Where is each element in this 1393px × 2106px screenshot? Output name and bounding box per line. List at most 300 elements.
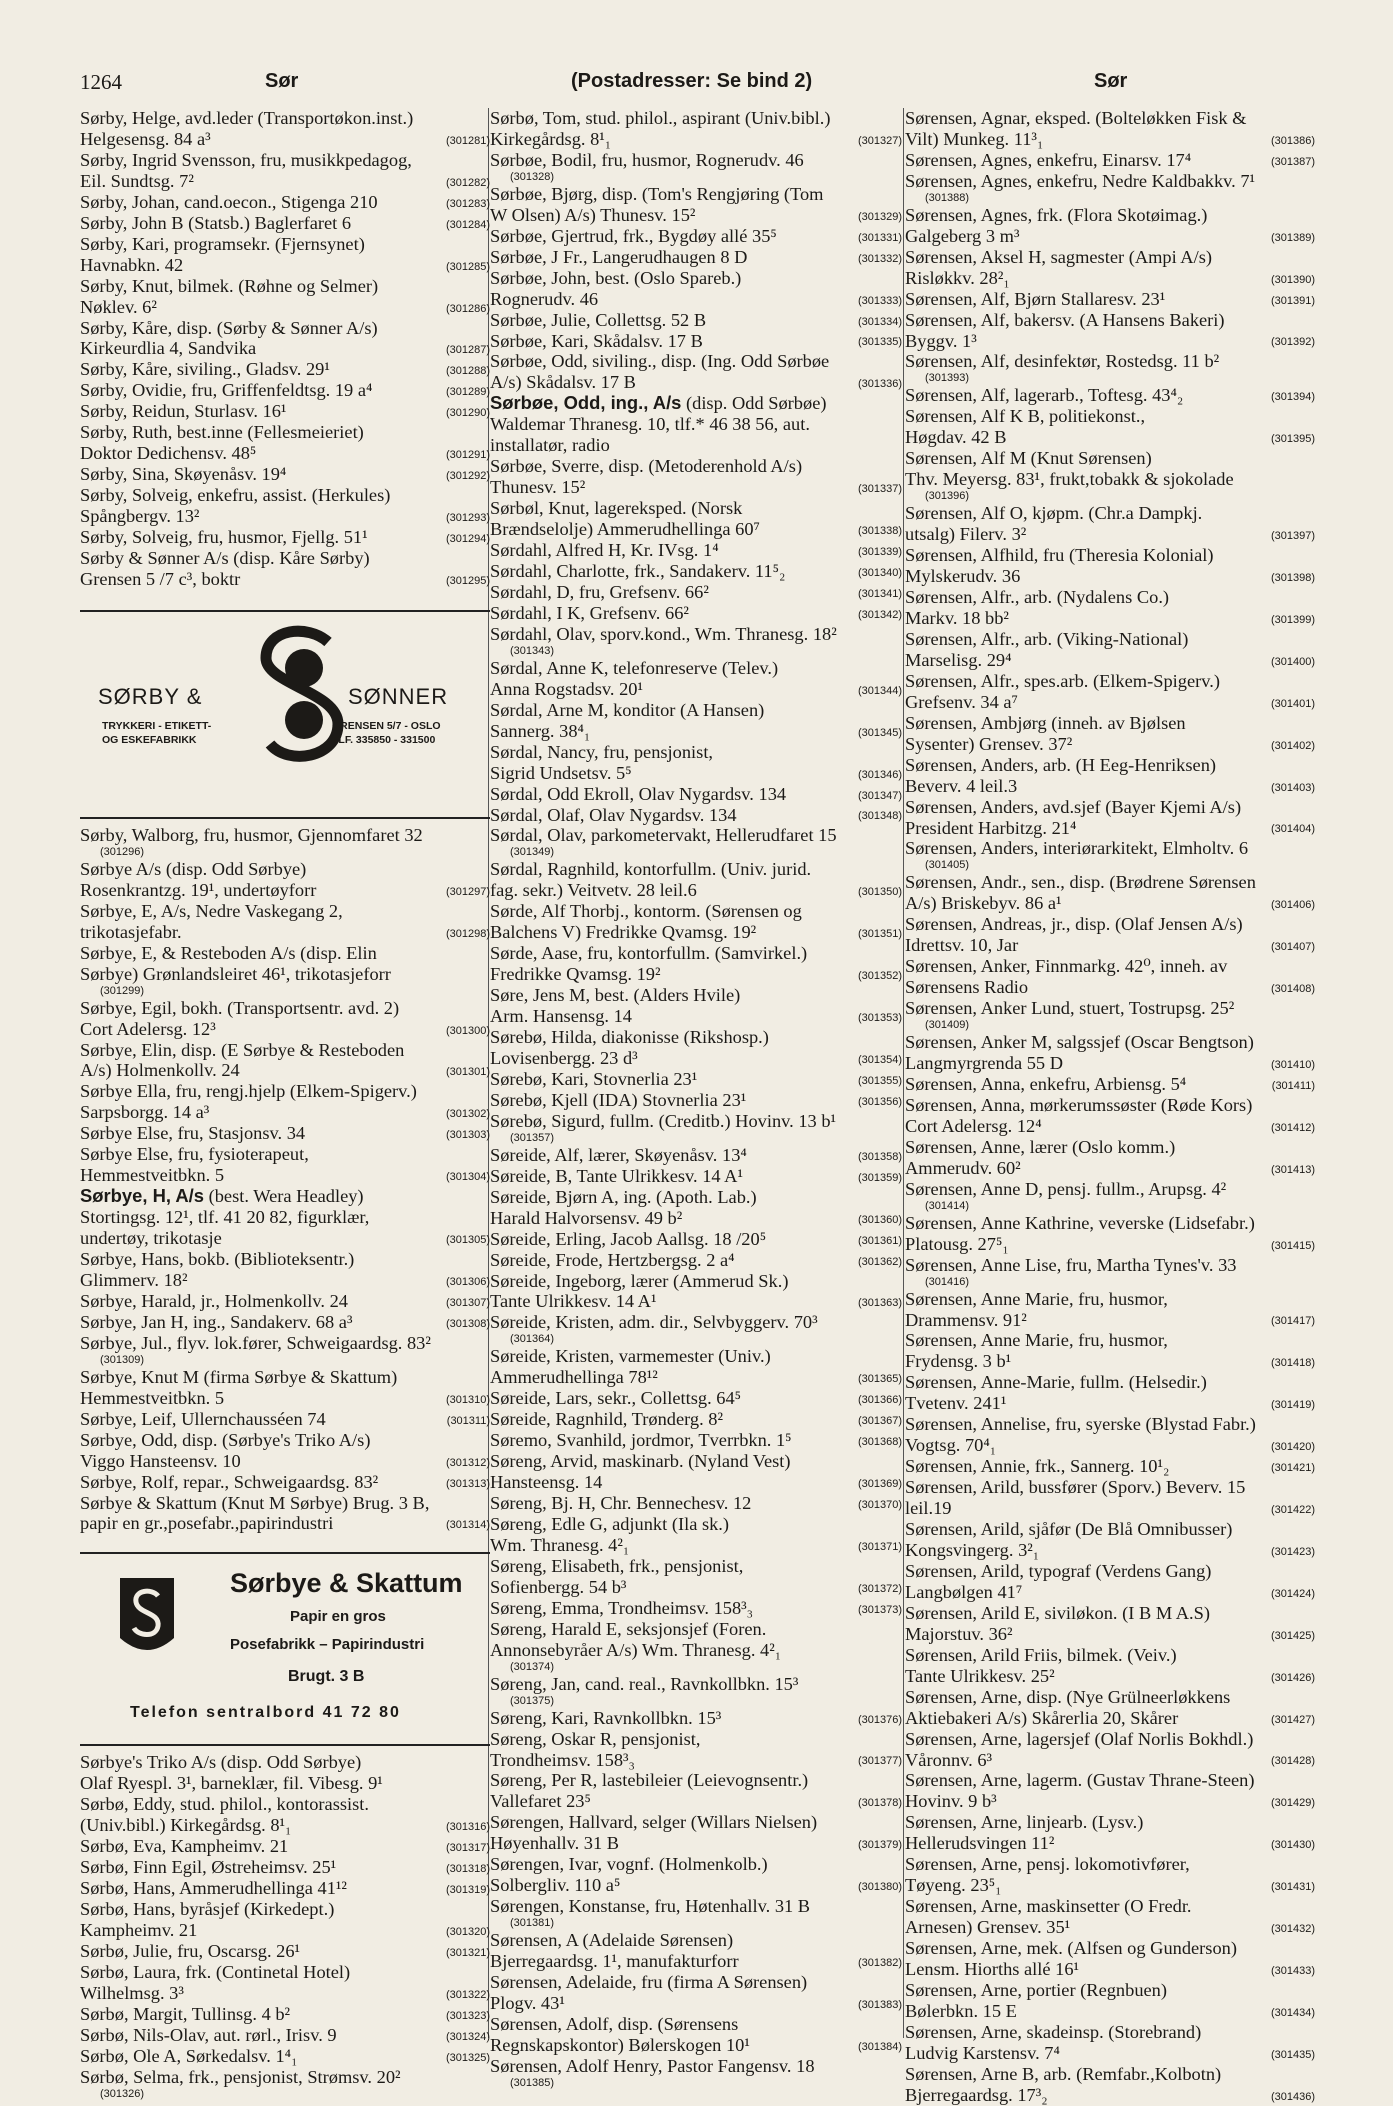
directory-entry — [905, 859, 1315, 872]
entry-text: Sørbye, Egil, bokh. (Transportsentr. avd. 2) — [80, 997, 400, 1018]
entry-code: (301380) — [857, 1881, 902, 1894]
entry-code: (301393) — [925, 372, 970, 385]
directory-entry — [80, 1060, 490, 1081]
entry-text: papir en gr.,posefabr.,papirindustri — [80, 1513, 334, 1534]
directory-entry — [490, 721, 902, 742]
entry-text: Sørensen, Adolf, disp. (Sørensens — [490, 2013, 739, 2034]
directory-entry — [905, 469, 1315, 490]
directory-entry — [80, 276, 490, 297]
entry-text: Sørdahl, D, fru, Grefsenv. 66² — [490, 581, 709, 602]
entry-text: Sørbøe, Julie, Collettsg. 52 B — [490, 309, 707, 330]
entry-text: Sørensen, Aksel H, sagmester (Ampi A/s) — [905, 246, 1212, 267]
entry-code: (301319) — [445, 1884, 490, 1897]
entry-code: (301328) — [510, 170, 555, 183]
entry-code: (301332) — [857, 252, 902, 265]
entry-list-1c — [80, 1752, 490, 2100]
directory-entry — [905, 1624, 1315, 1645]
directory-entry — [490, 1090, 902, 1111]
directory-entry — [80, 506, 490, 527]
directory-entry — [905, 608, 1315, 629]
entry-code: (301401) — [1270, 697, 1315, 710]
directory-entry — [490, 1674, 902, 1695]
directory-entry — [80, 985, 490, 998]
entry-code: (301371) — [857, 1540, 902, 1553]
entry-code: (301290) — [445, 407, 490, 420]
directory-entry — [905, 1276, 1315, 1289]
directory-entry — [490, 289, 902, 310]
entry-code: (301429) — [1270, 1797, 1315, 1810]
directory-entry — [905, 129, 1315, 150]
entry-text: Stortingsg. 12¹, tlf. 41 20 82, figurklær, — [80, 1207, 370, 1228]
entry-text: Sørbøe, Kari, Skådalsv. 17 B — [490, 330, 703, 351]
entry-text: Waldemar Thranesg. 10, tlf.* 46 38 56, aut. — [490, 414, 810, 435]
directory-entry — [490, 1930, 902, 1951]
entry-code: (301433) — [1270, 1965, 1315, 1978]
entry-text: Sørby, Ingrid Svensson, fru, musikkpedagog, — [80, 149, 412, 170]
directory-entry — [490, 700, 902, 721]
entry-code: (301420) — [1270, 1441, 1315, 1454]
directory-entry — [490, 1875, 902, 1896]
directory-entry — [905, 268, 1315, 289]
entry-text: Spångbergv. 13² — [80, 506, 200, 527]
directory-entry — [905, 734, 1315, 755]
entry-text: Sørde, Alf Thorbj., kontorm. (Sørensen og — [490, 901, 802, 922]
directory-entry — [905, 331, 1315, 352]
entry-text: Sørensen, Alf, bakersv. (A Hansens Bakeri) — [905, 309, 1225, 330]
directory-entry — [80, 901, 490, 922]
directory-entry — [490, 645, 902, 658]
entry-code: (301320) — [445, 1926, 490, 1938]
entry-text: Sørbøe, Sverre, disp. (Metoderenhold A/s) — [490, 456, 803, 477]
entry-text: Sørensen, Alf M (Knut Sørensen) — [905, 448, 1152, 469]
directory-entry — [80, 1409, 490, 1430]
entry-text: Sørensen, Arne, mek. (Alfsen og Gunderson) — [905, 1938, 1237, 1959]
directory-entry — [490, 1291, 902, 1312]
directory-entry — [490, 603, 902, 624]
entry-text: Søreng, Arvid, maskinarb. (Nyland Vest) — [490, 1451, 791, 1472]
entry-code: (301403) — [1270, 781, 1315, 794]
entry-code: (301338) — [857, 525, 902, 538]
skattum-line-3: Brugt. 3 B — [288, 1668, 365, 1686]
directory-entry — [490, 456, 902, 477]
entry-text: Balchens V) Fredrikke Qvamsg. 19² — [490, 922, 757, 943]
entry-code: (301424) — [1270, 1587, 1315, 1600]
entry-text: Sørensen, Anna, mørkerumssøster (Røde Kors) — [905, 1094, 1253, 1115]
entry-code: (301310) — [445, 1393, 490, 1406]
entry-code: (301312) — [445, 1456, 490, 1469]
entry-text: Sørensen, Arild E, siviløkon. (I B M A.S) — [905, 1602, 1210, 1623]
entry-text: Sofienbergg. 54 b³ — [490, 1576, 627, 1597]
column-1 — [80, 108, 490, 2101]
directory-entry — [905, 1875, 1315, 1896]
entry-code: (301362) — [857, 1255, 902, 1268]
directory-entry — [905, 797, 1315, 818]
directory-entry — [490, 1388, 902, 1409]
skattum-line-2: Posefabrikk – Papirindustri — [230, 1636, 425, 1654]
entry-code: (301368) — [857, 1436, 902, 1449]
entry-text: Sørbø, Julie, fru, Oscarsg. 26¹ — [80, 1941, 301, 1961]
entry-code: (301318) — [445, 1863, 490, 1876]
directory-entry — [80, 2025, 490, 2046]
directory-entry — [490, 1430, 902, 1451]
entry-code: (301341) — [857, 587, 902, 600]
entry-code: (301297) — [445, 885, 490, 898]
directory-entry — [905, 1351, 1315, 1372]
entry-text: Trondheimsv. 158³₃ — [490, 1749, 635, 1770]
directory-entry — [905, 427, 1315, 448]
entry-code: (301392) — [1270, 336, 1315, 349]
entry-text: Søreide, Frode, Hertzbergsg. 2 a⁴ — [490, 1249, 735, 1270]
entry-code: (301398) — [1270, 572, 1315, 585]
sorby-desc-2: OG ESKEFABRIKK — [102, 733, 197, 746]
directory-entry — [905, 1158, 1315, 1179]
entry-code: (301303) — [445, 1129, 490, 1142]
directory-entry — [905, 1330, 1315, 1351]
directory-entry — [80, 1102, 490, 1123]
entry-code: (301367) — [857, 1415, 902, 1428]
entry-text: Sørengen, Konstanse, fru, Høtenhallv. 31 B — [490, 1896, 811, 1917]
entry-text: Sørbye, Rolf, repar., Schweigaardsg. 83² — [80, 1471, 379, 1492]
entry-text: Sørdal, Olaf, Olav Nygardsv. 134 — [490, 804, 737, 825]
directory-entry — [80, 108, 490, 129]
entry-text: W Olsen) A/s) Thunesv. 15² — [490, 204, 696, 225]
directory-entry — [905, 1372, 1315, 1393]
entry-code: (301325) — [445, 2051, 490, 2064]
entry-code: (301322) — [445, 1988, 490, 2001]
directory-entry — [905, 406, 1315, 427]
directory-entry — [905, 1687, 1315, 1708]
directory-entry — [905, 1603, 1315, 1624]
directory-entry — [905, 935, 1315, 956]
entry-code: (301291) — [445, 449, 490, 462]
entry-text: Beverv. 4 leil.3 — [905, 775, 1018, 796]
section-left: Sør — [265, 70, 299, 92]
directory-entry — [905, 385, 1315, 406]
directory-entry — [905, 448, 1315, 469]
entry-code: (301334) — [857, 315, 902, 328]
directory-entry — [490, 846, 902, 859]
directory-entry — [80, 1270, 490, 1291]
directory-entry — [80, 234, 490, 255]
entry-text: Sørensen, Ambjørg (inneh. av Bjølsen — [905, 712, 1186, 733]
entry-text: Sørbye, Jul., flyv. lok.fører, Schweigaardsg. 83² — [80, 1332, 431, 1353]
entry-code: (301298) — [445, 927, 490, 940]
entry-text: Aktiebakeri A/s) Skårerlia 20, Skårer — [905, 1707, 1179, 1728]
entry-text: Kirkeurdlia 4, Sandvika — [80, 338, 257, 359]
directory-entry — [490, 1791, 902, 1812]
entry-text: Sørensens Radio — [905, 977, 1029, 998]
entry-text: Sørdal, Nancy, fru, pensjonist, — [490, 741, 714, 762]
directory-entry — [80, 359, 490, 380]
directory-entry — [490, 1006, 902, 1027]
directory-entry — [490, 2077, 902, 2090]
entry-text: Plogv. 43¹ — [490, 1993, 565, 2014]
entry-text: Grensen 5 /7 c³, boktr — [80, 568, 241, 589]
entry-code: (301391) — [1270, 294, 1315, 307]
page-number: 1264 — [80, 70, 122, 94]
entry-code: (301347) — [857, 789, 902, 802]
entry-code: (301357) — [510, 1131, 555, 1144]
directory-entry — [905, 351, 1315, 372]
entry-text: Glimmerv. 18² — [80, 1269, 188, 1290]
entry-code: (301373) — [857, 1603, 902, 1616]
entry-code: (301402) — [1270, 739, 1315, 752]
entry-text: Sørensen, Anne-Marie, fullm. (Helsedir.) — [905, 1372, 1207, 1393]
directory-entry — [490, 964, 902, 985]
entry-text: Sørbø, Ole A, Sørkedalsv. 1⁴₁ — [80, 2045, 298, 2066]
entry-text: Sørensen, Agnes, frk. (Flora Skotøimag.) — [905, 204, 1208, 225]
entry-text: Sørebø, Kari, Stovnerlia 23¹ — [490, 1068, 698, 1089]
directory-entry — [490, 1661, 902, 1674]
entry-code: (301286) — [445, 302, 490, 315]
entry-text: Sørensen, Arne, maskinsetter (O Fredr. — [905, 1896, 1192, 1917]
entry-code: (301284) — [445, 218, 490, 231]
entry-text: Platousg. 27⁵₁ — [905, 1233, 1009, 1254]
directory-entry — [905, 2043, 1315, 2064]
entry-text: Sørensen, Andr., sen., disp. (Brødrene Sørensen — [905, 872, 1256, 893]
directory-entry — [490, 150, 902, 171]
directory-entry — [905, 490, 1315, 503]
entry-text: Sørensen, Arild Friis, bilmek. (Veiv.) — [905, 1644, 1177, 1665]
entry-text: Anna Rogstadsv. 20¹ — [490, 678, 643, 699]
directory-entry — [490, 1069, 902, 1090]
entry-code: (301350) — [857, 886, 902, 899]
entry-text: Sørbø, Eddy, stud. philol., kontorassist. — [80, 1794, 369, 1815]
entry-code: (301337) — [857, 483, 902, 496]
entry-code: (301384) — [857, 2040, 902, 2053]
entry-text: Langbølgen 41⁷ — [905, 1581, 1023, 1602]
directory-entry — [80, 401, 490, 422]
entry-code: (301423) — [1270, 1545, 1315, 1558]
entry-code: (301349) — [510, 846, 555, 859]
entry-text: Sørbye & Skattum (Knut M Sørbye) Brug. 3 B, — [80, 1492, 430, 1513]
entry-text: Sørby, Knut, bilmek. (Røhne og Selmer) — [80, 275, 379, 296]
sorby-logo-icon — [248, 620, 358, 770]
entry-text: Sørbø, Tom, stud. philol., aspirant (Univ.bibl.) — [490, 108, 831, 128]
directory-entry — [80, 1040, 490, 1061]
entry-code: (301399) — [1270, 613, 1315, 626]
directory-entry — [490, 519, 902, 540]
entry-text: Sørensen, Andreas, jr., disp. (Olaf Jensen A/s) — [905, 914, 1243, 935]
directory-entry — [80, 1472, 490, 1493]
directory-entry — [490, 1187, 902, 1208]
entry-text: Sørbye, Jan H, ing., Sandakerv. 68 a³ — [80, 1311, 353, 1332]
column-3 — [905, 108, 1315, 2106]
sorby-brand-right: SØNNER — [348, 683, 449, 709]
directory-entry — [80, 2088, 490, 2101]
entry-code: (301295) — [445, 574, 490, 587]
directory-entry — [490, 943, 902, 964]
sorby-brand-left: SØRBY & — [98, 683, 203, 709]
entry-code: (301422) — [1270, 1504, 1315, 1517]
entry-text: Grefsenv. 34 a⁷ — [905, 691, 1018, 712]
entry-text: Drammensv. 91² — [905, 1309, 1027, 1330]
directory-entry — [490, 880, 902, 901]
entry-code: (301311) — [446, 1414, 490, 1427]
entry-text: Søreng, Oskar R, pensjonist, — [490, 1728, 701, 1749]
directory-entry — [490, 540, 902, 561]
entry-code: (301374) — [510, 1660, 555, 1673]
entry-text: Tøyeng. 23⁵₁ — [905, 1875, 1002, 1896]
directory-entry — [905, 1074, 1315, 1095]
directory-entry — [490, 1972, 902, 1993]
entry-code: (301395) — [1270, 433, 1315, 446]
directory-entry — [905, 1519, 1315, 1540]
directory-entry — [490, 393, 902, 414]
entry-text: Sørensen, Anders, avd.sjef (Bayer Kjemi A/s) — [905, 796, 1242, 817]
directory-entry — [490, 1166, 902, 1187]
entry-text: Søreide, B, Tante Ulrikkesv. 14 A¹ — [490, 1165, 743, 1186]
directory-entry — [490, 498, 902, 519]
directory-entry — [490, 2056, 902, 2077]
entry-text: Sørbye, Leif, Ullernchausséen 74 — [80, 1408, 326, 1429]
directory-entry — [80, 1878, 490, 1899]
entry-text: (Univ.bibl.) Kirkegårdsg. 8¹₁ — [80, 1815, 292, 1836]
directory-entry — [490, 1333, 902, 1346]
column-divider-2 — [903, 108, 904, 2038]
entry-text: Hemmestveitbkn. 5 — [80, 1165, 225, 1186]
directory-entry — [80, 1962, 490, 1983]
entry-text: Solbergliv. 110 a⁵ — [490, 1875, 621, 1896]
entry-text: Sørbye) Grønlandsleiret 46¹, trikotasjeforr — [80, 963, 391, 984]
entry-code: (301365) — [857, 1373, 902, 1386]
entry-code: (301327) — [857, 134, 902, 147]
entry-text: Sørby, Ovidie, fru, Griffenfeldtsg. 19 a⁴ — [80, 380, 373, 401]
directory-entry — [905, 1289, 1315, 1310]
skattum-line-4: Telefon sentralbord 41 72 80 — [130, 1704, 401, 1722]
directory-entry — [905, 872, 1315, 893]
entry-text: Søreng, Emma, Trondheimsv. 158³₃ — [490, 1597, 754, 1618]
entry-code: (301307) — [445, 1296, 490, 1309]
entry-text: Sørensen, Anker M, salgssjef (Oscar Bengtson) — [905, 1032, 1254, 1053]
entry-text: Sørbø, Laura, frk. (Continetal Hotel) — [80, 1961, 351, 1982]
directory-entry — [490, 1896, 902, 1917]
directory-entry — [490, 1111, 902, 1132]
entry-text: Sørbye, Elin, disp. (E Sørbye & Resteboden — [80, 1039, 405, 1060]
entry-text: Risløkkv. 28²₁ — [905, 267, 1010, 288]
directory-entry — [490, 624, 902, 645]
entry-text: Sørensen, Alfr., spes.arb. (Elkem-Spigerv.) — [905, 670, 1220, 691]
entry-code: (301366) — [857, 1394, 902, 1407]
entry-text: President Harbitzg. 21⁴ — [905, 817, 1077, 838]
directory-entry — [490, 1409, 902, 1430]
directory-entry — [490, 1208, 902, 1229]
entry-text: Sørensen, Adelaide, fru (firma A Sørensen) — [490, 1972, 808, 1993]
entry-code: (301331) — [857, 231, 902, 244]
directory-entry — [80, 1815, 490, 1836]
entry-text: Sørebø, Kjell (IDA) Stovnerlia 23¹ — [490, 1089, 747, 1110]
directory-entry — [905, 1053, 1315, 1074]
entry-text: Sørbye Else, fru, Stasjonsv. 34 — [80, 1123, 306, 1144]
directory-entry — [80, 846, 490, 859]
directory-entry — [905, 289, 1315, 310]
directory-entry — [490, 658, 902, 679]
directory-entry — [905, 1255, 1315, 1276]
entry-code: (301405) — [925, 859, 970, 872]
entry-text: Doktor Dedichensv. 48⁵ — [80, 443, 257, 464]
directory-entry — [905, 1393, 1315, 1414]
directory-entry — [490, 1451, 902, 1472]
entry-text: Sørby, Helge, avd.leder (Transportøkon.inst.) — [80, 108, 414, 128]
directory-entry — [905, 1833, 1315, 1854]
entry-text: Arm. Hansensg. 14 — [490, 1006, 632, 1027]
directory-entry — [905, 587, 1315, 608]
entry-code: (301377) — [857, 1755, 902, 1768]
directory-entry — [490, 171, 902, 184]
directory-entry — [80, 527, 490, 548]
directory-entry — [80, 1291, 490, 1312]
directory-entry — [80, 922, 490, 943]
entry-code: (301294) — [445, 533, 490, 546]
entry-code: (301376) — [857, 1713, 902, 1726]
entry-code: (301411) — [1271, 1079, 1315, 1092]
directory-entry — [80, 1186, 490, 1207]
entry-code: (301301) — [445, 1066, 490, 1079]
directory-entry — [905, 503, 1315, 524]
entry-text: Helgesensg. 84 a³ — [80, 128, 211, 149]
directory-entry — [80, 998, 490, 1019]
directory-entry — [490, 247, 902, 268]
entry-code: (301299) — [100, 984, 145, 997]
directory-entry — [490, 1951, 902, 1972]
directory-entry — [905, 226, 1315, 247]
directory-entry — [490, 985, 902, 1006]
directory-entry — [80, 1857, 490, 1878]
entry-code: (301288) — [445, 365, 490, 378]
directory-entry — [490, 742, 902, 763]
entry-text: Sørbø, Nils-Olav, aut. rørl., Irisv. 9 — [80, 2024, 337, 2045]
skattum-title: Sørbye & Skattum — [230, 1568, 463, 1599]
directory-entry — [905, 1032, 1315, 1053]
entry-text: undertøy, trikotasje — [80, 1228, 222, 1249]
directory-entry — [80, 1019, 490, 1040]
entry-code: (301302) — [445, 1108, 490, 1121]
entry-code: (301313) — [445, 1477, 490, 1490]
entry-text: Kirkegårdsg. 8¹₁ — [490, 128, 612, 149]
entry-text: Sørensen, Anne D, pensj. fullm., Arupsg. 4² — [905, 1178, 1227, 1199]
entry-code: (301372) — [857, 1582, 902, 1595]
entry-code: (301397) — [1270, 530, 1315, 543]
directory-entry — [490, 1132, 902, 1145]
entry-text: Tvetenv. 241¹ — [905, 1393, 1007, 1414]
directory-entry — [80, 171, 490, 192]
entry-code: (301417) — [1270, 1315, 1315, 1328]
directory-entry — [490, 1708, 902, 1729]
entry-code: (301342) — [857, 608, 902, 621]
entry-text: Tante Ulrikkesv. 14 A¹ — [490, 1291, 657, 1312]
directory-entry — [490, 1027, 902, 1048]
entry-code: (301407) — [1270, 941, 1315, 954]
entry-text: Søreide, Ingeborg, lærer (Ammerud Sk.) — [490, 1270, 789, 1291]
directory-entry — [905, 1234, 1315, 1255]
entry-text: Søreng, Edle G, adjunkt (Ila sk.) — [490, 1514, 730, 1534]
entry-text: Sørbø, Selma, frk., pensjonist, Strømsv. 20² — [80, 2066, 401, 2087]
directory-entry — [80, 1144, 490, 1165]
entry-code: (301344) — [857, 684, 902, 697]
entry-text: Sigrid Undsetsv. 5⁵ — [490, 762, 632, 783]
entry-text: Vilt) Munkeg. 11³₁ — [905, 128, 1044, 149]
entry-text: Sørby, Kåre, siviling., Gladsv. 29¹ — [80, 359, 330, 380]
directory-entry — [490, 1493, 902, 1514]
entry-code: (301412) — [1270, 1121, 1315, 1134]
entry-code: (301316) — [445, 1821, 490, 1834]
sorbye-skattum-advert — [80, 1552, 490, 1746]
entry-text: leil.19 — [905, 1498, 952, 1519]
directory-entry — [905, 1116, 1315, 1137]
entry-text: Sørengen, Ivar, vognf. (Holmenkolb.) — [490, 1854, 768, 1875]
directory-entry — [905, 713, 1315, 734]
directory-entry — [905, 205, 1315, 226]
